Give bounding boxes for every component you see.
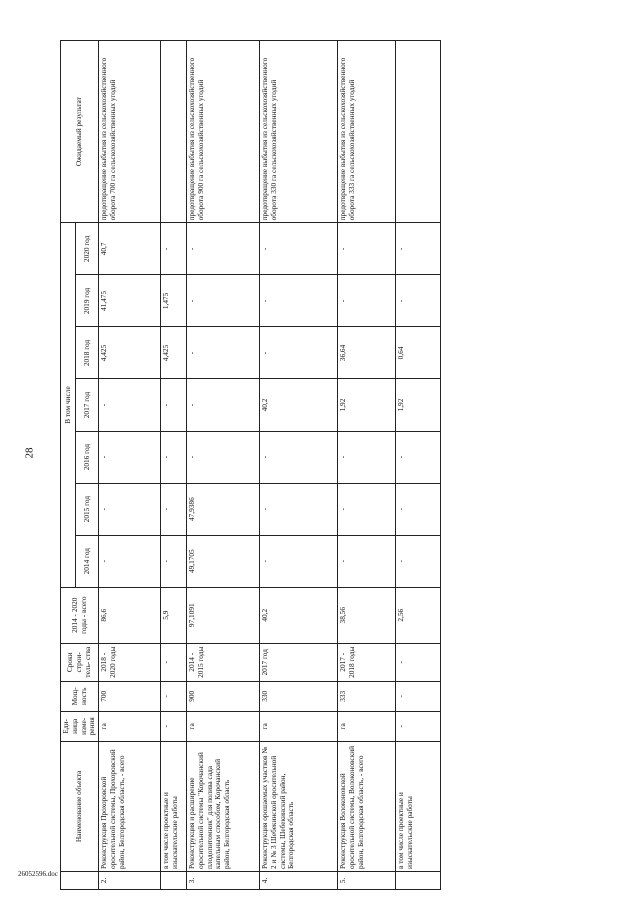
y2017-cell: - — [161, 379, 187, 431]
capacity-cell: 700 — [99, 681, 161, 711]
result-cell: предотвращение выбытия из сельскохозяйственного оборота 330 га сельскохозяйственных угодий — [260, 41, 338, 223]
row-num: 3. — [187, 871, 260, 889]
y2016-cell: - — [260, 431, 338, 483]
col-year-header: 2017 год — [76, 379, 99, 431]
col-year-header: 2016 год — [76, 431, 99, 483]
y2020-cell: - — [338, 223, 396, 275]
total-cell: 86,6 — [99, 587, 161, 643]
page-number — [20, 443, 38, 463]
y2018-cell: - — [187, 327, 260, 379]
capacity-cell: 900 — [187, 681, 260, 711]
object-name: Реконструкция Волоконовской оросительной системы, Волоконовский район, Белгородская область, - всего — [338, 741, 396, 871]
total-cell: 97,1091 — [187, 587, 260, 643]
object-name: в том числе проектные и изыскательские работы — [396, 741, 441, 871]
y2016-cell: - — [187, 431, 260, 483]
terms-cell: 2017 - 2018 годы — [338, 643, 396, 681]
result-cell: предотвращение выбытия из сельскохозяйственного оборота 700 га сельскохозяйственных угодий — [99, 41, 161, 223]
terms-cell: 2014 - 2015 годы — [187, 643, 260, 681]
terms-cell: 2017 год — [260, 643, 338, 681]
y2017-cell: - — [99, 379, 161, 431]
row-num: 5. — [338, 871, 396, 889]
table-body — [99, 41, 441, 890]
y2020-cell: - — [161, 223, 187, 275]
col-year-header: 2014 год — [76, 535, 99, 587]
y2018-cell: 4,425 — [99, 327, 161, 379]
y2019-cell: - — [396, 275, 441, 327]
col-terms-header: Сроки строи- тель- ства — [61, 643, 99, 681]
object-name: в том числе проектные и изыскательские работы — [161, 741, 187, 871]
unit-cell: га — [187, 711, 260, 741]
y2014-cell: - — [396, 535, 441, 587]
col-year-header: 2015 год — [76, 483, 99, 535]
y2018-cell: - — [260, 327, 338, 379]
y2015-cell: 47,9386 — [187, 483, 260, 535]
terms-cell: 2018 - 2020 годы — [99, 643, 161, 681]
col-num-header — [61, 871, 99, 889]
result-cell: предотвращение выбытия из сельскохозяйственного оборота 900 га сельскохозяйственных угодий — [187, 41, 260, 223]
row-num — [161, 871, 187, 889]
capacity-cell: - — [396, 681, 441, 711]
y2019-cell: - — [187, 275, 260, 327]
object-name: Реконструкция Прохоровской оросительной системы, Прохоровский район, Белгородская область, - всего — [99, 741, 161, 871]
total-cell: 2,56 — [396, 587, 441, 643]
y2018-cell: 4,425 — [161, 327, 187, 379]
table-row — [260, 41, 338, 890]
y2015-cell: - — [396, 483, 441, 535]
terms-cell: - — [396, 643, 441, 681]
y2015-cell: - — [161, 483, 187, 535]
table-row — [161, 41, 187, 890]
unit-cell: га — [260, 711, 338, 741]
table-row — [338, 41, 396, 890]
capacity-cell: - — [161, 681, 187, 711]
y2018-cell: 0,64 — [396, 327, 441, 379]
unit-cell: га — [338, 711, 396, 741]
result-cell: предотвращение выбытия из сельскохозяйственного оборота 333 га сельскохозяйственных угодий — [338, 41, 396, 223]
table-row — [187, 41, 260, 890]
y2017-cell: 1,92 — [396, 379, 441, 431]
y2016-cell: - — [338, 431, 396, 483]
file-name: 26052596.doc — [18, 870, 58, 878]
capacity-cell: 333 — [338, 681, 396, 711]
page-number-text: 28 — [23, 447, 35, 459]
table-row — [99, 41, 161, 890]
capacity-cell: 330 — [260, 681, 338, 711]
col-incl-header: В том числе — [61, 223, 76, 587]
col-year-header: 2019 год — [76, 275, 99, 327]
col-result-header: Ожидаемый результат — [61, 41, 99, 223]
row-num: 4. — [260, 871, 338, 889]
y2016-cell: - — [99, 431, 161, 483]
col-year-header: 2020 год — [76, 223, 99, 275]
y2019-cell: - — [338, 275, 396, 327]
total-cell: 38,56 — [338, 587, 396, 643]
table-header — [61, 41, 99, 890]
y2017-cell: - — [187, 379, 260, 431]
y2014-cell: - — [161, 535, 187, 587]
y2016-cell: - — [396, 431, 441, 483]
y2014-cell: - — [99, 535, 161, 587]
col-year-header: 2018 год — [76, 327, 99, 379]
y2019-cell: - — [260, 275, 338, 327]
object-name: Реконструкция орошаемых участков № 2 и № 3 Шебекинской оросительной системы, Шебекинский район, Белгородская область — [260, 741, 338, 871]
y2015-cell: - — [260, 483, 338, 535]
rotated-table-wrapper — [60, 40, 465, 890]
y2019-cell: 41,475 — [99, 275, 161, 327]
y2014-cell: - — [338, 535, 396, 587]
unit-cell: га — [99, 711, 161, 741]
terms-cell: - — [161, 643, 187, 681]
row-num: 2. — [99, 871, 161, 889]
y2020-cell: - — [260, 223, 338, 275]
y2017-cell: 40,2 — [260, 379, 338, 431]
y2014-cell: - — [260, 535, 338, 587]
result-cell — [396, 41, 441, 223]
total-cell: 5,9 — [161, 587, 187, 643]
y2014-cell: 49,1705 — [187, 535, 260, 587]
col-unit-header: Еди- ница изме- рения — [61, 711, 99, 741]
total-cell: 40,2 — [260, 587, 338, 643]
y2017-cell: 1,92 — [338, 379, 396, 431]
unit-cell: - — [396, 711, 441, 741]
program-objects-table — [60, 40, 441, 890]
object-name: Реконструкция и расширение оросительной системы "Корочанский плодопитомник" для полива сада капельным способом, Корочанский район, Белгородская область — [187, 741, 260, 871]
y2018-cell: 36,64 — [338, 327, 396, 379]
col-capacity-header: Мощ- ность — [61, 681, 99, 711]
y2020-cell: - — [396, 223, 441, 275]
y2020-cell: - — [187, 223, 260, 275]
col-name-header: Наименование объекта — [61, 741, 99, 871]
y2019-cell: 1,475 — [161, 275, 187, 327]
unit-cell: - — [161, 711, 187, 741]
y2015-cell: - — [99, 483, 161, 535]
col-total-header: 2014 - 2020 годы - всего — [61, 587, 99, 643]
y2016-cell: - — [161, 431, 187, 483]
row-num — [396, 871, 441, 889]
y2015-cell: - — [338, 483, 396, 535]
y2020-cell: 40,7 — [99, 223, 161, 275]
table-row — [396, 41, 441, 890]
result-cell — [161, 41, 187, 223]
